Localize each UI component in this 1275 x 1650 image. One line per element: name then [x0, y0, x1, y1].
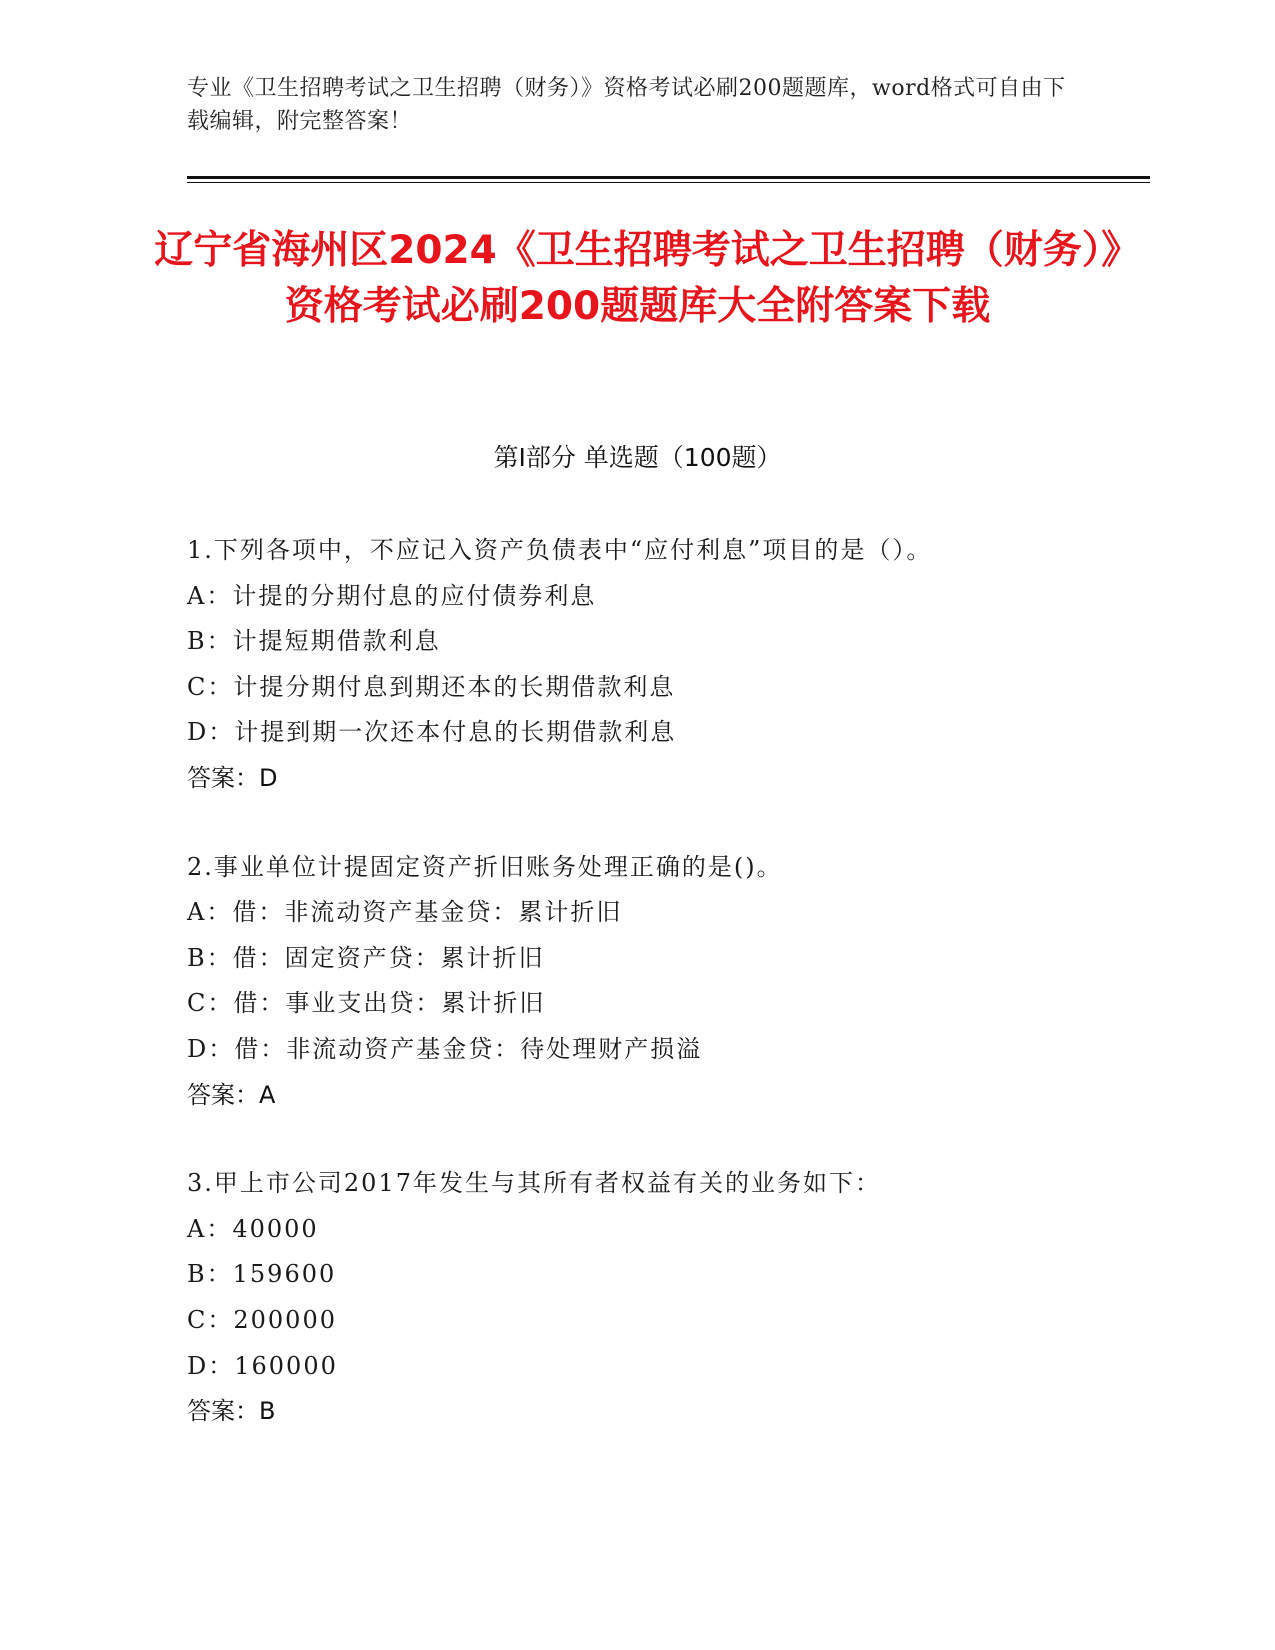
header-divider-thin [187, 182, 1150, 183]
option-b: B：159600 [187, 1260, 337, 1289]
option-b: B：计提短期借款利息 [187, 627, 441, 656]
question-3 [187, 1161, 1147, 1435]
option-c: C：借：事业支出贷：累计折旧 [187, 989, 546, 1018]
option-b: B：借：固定资产贷：累计折旧 [187, 943, 545, 972]
answer-line: 答案：B [187, 1397, 276, 1426]
option-a: A：借：非流动资产基金贷：累计折旧 [187, 898, 623, 927]
option-a: A：计提的分期付息的应付债券利息 [187, 581, 597, 610]
answer-line: 答案：D [187, 763, 278, 792]
header-divider-thick [187, 176, 1150, 179]
question-1 [187, 528, 1147, 802]
question-stem: 1.下列各项中，不应记入资产负债表中“应付利息”项目的是（）。 [187, 536, 933, 564]
question-2 [187, 845, 1147, 1119]
section-heading: 第Ⅰ部分 单选题（100题） [493, 443, 782, 472]
question-list [187, 528, 1147, 1478]
document-title: 辽宁省海州区2024《卫生招聘考试之卫生招聘（财务）》资格考试必刷200题题库大全附答案下载 [154, 228, 1121, 329]
option-a: A：40000 [187, 1214, 319, 1243]
answer-line: 答案：A [187, 1080, 276, 1109]
option-c: C：计提分期付息到期还本的长期借款利息 [187, 672, 676, 701]
question-stem: 3.甲上市公司2017年发生与其所有者权益有关的业务如下： [187, 1169, 881, 1198]
option-d: D：借：非流动资产基金贷：待处理财产损溢 [187, 1034, 703, 1063]
option-d: D：160000 [187, 1351, 338, 1380]
question-stem: 2.事业单位计提固定资产折旧账务处理正确的是()。 [187, 852, 783, 881]
option-d: D：计提到期一次还本付息的长期借款利息 [187, 718, 677, 747]
intro-text: 专业《卫生招聘考试之卫生招聘（财务）》资格考试必刷200题题库，word格式可自由下载编辑，附完整答案！ [187, 76, 1066, 134]
option-c: C：200000 [187, 1305, 337, 1334]
